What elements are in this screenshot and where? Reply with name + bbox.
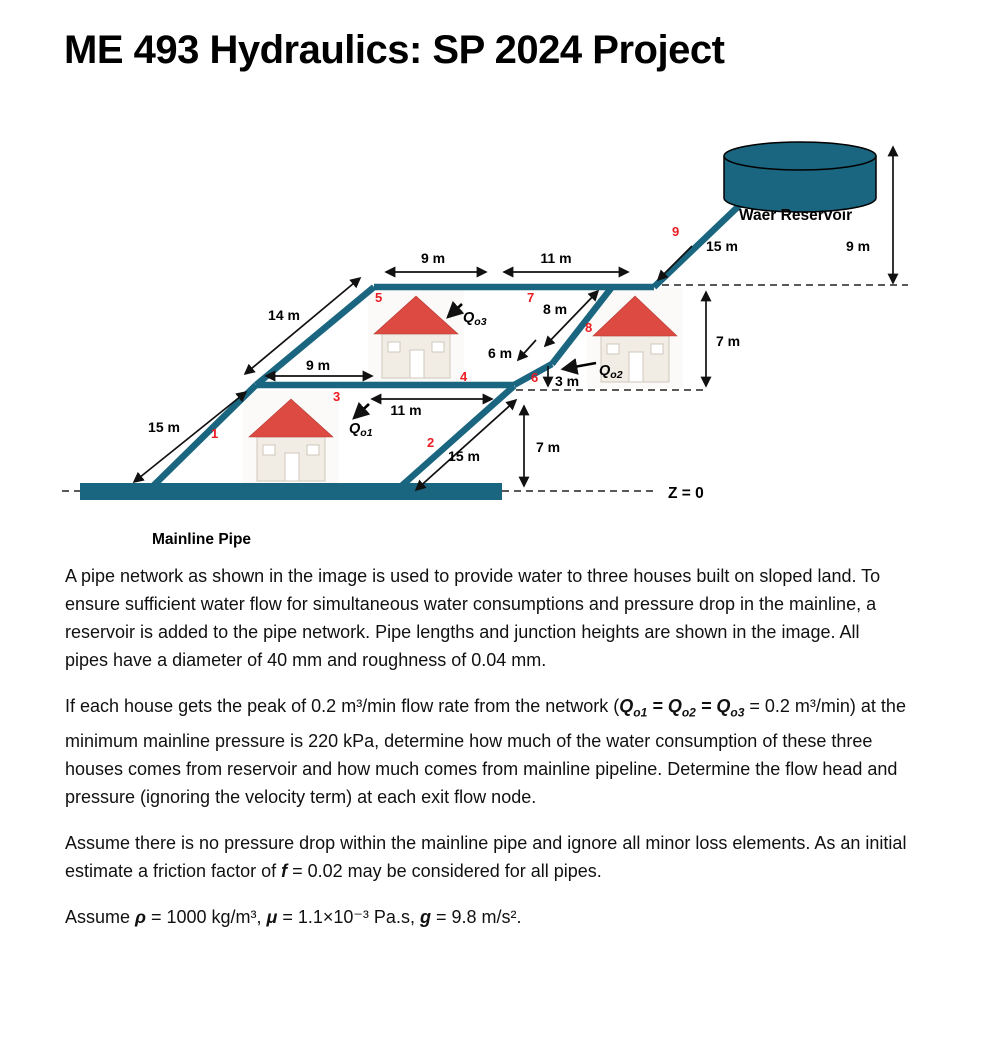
mainline-label: Mainline Pipe	[152, 531, 252, 548]
junction-number-7: 7	[527, 290, 535, 305]
qo1-flow-arrow	[354, 404, 369, 418]
qo2-subscript: o2	[681, 705, 696, 720]
datum-label: Z = 0	[668, 485, 704, 502]
junction-number-4: 4	[460, 369, 468, 384]
mainline-pipe	[80, 483, 502, 500]
paragraph-text: = 1000 kg/m³,	[145, 906, 267, 927]
qo3-label: $Q_{o3}$	[463, 310, 487, 328]
dim-label-node4-height: 7 m	[536, 439, 561, 455]
page-title: ME 493 Hydraulics: SP 2024 Project	[64, 28, 725, 72]
house-2	[368, 288, 464, 384]
dim-label-top-left: 9 m	[420, 250, 446, 266]
paragraph-text: = 0.02 may be considered for all pipes.	[287, 860, 602, 881]
dim-arrow-pipe1	[134, 392, 246, 482]
dim-label-pipe1: 15 m	[148, 419, 180, 435]
qo3-subscript: o3	[730, 705, 745, 720]
paragraph-text: = 9.8 m/s².	[430, 906, 522, 927]
qo3-symbol: Q	[716, 696, 731, 716]
junction-number-1: 1	[211, 426, 219, 441]
problem-paragraph-2	[65, 692, 907, 811]
pipe-1	[148, 385, 256, 491]
dim-label-right-height: 7 m	[716, 333, 741, 349]
dim-arrow-pipe9	[658, 246, 692, 280]
junction-number-2: 2	[427, 435, 435, 450]
dim-label-pipe6: 6 m	[488, 345, 513, 361]
dim-label-pipe5: 14 m	[268, 307, 300, 323]
dim-label-mid-span-lower: 11 m	[390, 402, 422, 418]
dim-label-node6-height: 3 m	[555, 373, 580, 389]
paragraph-text: If each house gets the peak of 0.2 m³/min flow rate from the network (	[65, 696, 620, 716]
equals: =	[647, 696, 668, 716]
dim-label-top-right: 11 m	[540, 250, 572, 266]
junction-number-8: 8	[585, 320, 593, 335]
paragraph-text: A pipe network as shown in the image is used to provide water to three houses built on sloped land. To ensure sufficient water flow for simultaneous water consumptions and pressure drop in the mainline, a reservoir is added to the pipe network. Pipe lengths and junction heights are shown in the image. All pipes have a diameter of 40 mm and roughness of 0.04 mm.	[65, 566, 881, 670]
junction-number-5: 5	[375, 290, 383, 305]
equals: =	[695, 696, 717, 716]
problem-paragraph-4	[65, 903, 907, 931]
qo1-subscript: o1	[633, 705, 648, 720]
paragraph-text: Assume	[65, 906, 136, 927]
dim-label-pipe9: 15 m	[706, 238, 738, 254]
reservoir-label: Waer Reservoir	[739, 207, 853, 224]
g-symbol: g	[419, 906, 431, 927]
water-reservoir	[724, 142, 876, 212]
dim-arrow-pipe6	[518, 340, 536, 360]
junction-number-3: 3	[333, 389, 341, 404]
qo1-symbol: Q	[619, 696, 634, 716]
mu-symbol: μ	[266, 906, 278, 927]
dim-arrow-pipe5	[245, 278, 360, 374]
paragraph-text: = 1.1×10⁻³ Pa.s,	[277, 906, 420, 927]
friction-factor-symbol: f	[281, 860, 288, 881]
junction-number-9: 9	[672, 224, 680, 239]
rho-symbol: ρ	[135, 906, 146, 927]
paragraph-text: = 0.2 m³/min) at the minimum mainline pressure is 220 kPa, determine how much of the water consumption of these three houses comes from reservoir and how much comes from mainline pipeline. Determine the flow head and pressure (ignoring the velocity term) at each exit flow node.	[65, 696, 906, 807]
house-1	[243, 391, 339, 486]
dim-label-mid-span: 9 m	[305, 357, 331, 373]
problem-paragraph-3	[65, 829, 907, 885]
dim-label-reservoir-height: 9 m	[846, 238, 871, 254]
problem-paragraph-1	[65, 562, 907, 674]
problem-statement	[65, 562, 907, 949]
paragraph-text: Assume there is no pressure drop within the mainline pipe and ignore all minor loss elements. As an initial estimate a friction factor of	[65, 832, 907, 881]
qo1-label: $Q_{o1}$	[349, 421, 373, 439]
qo2-label: $Q_{o2}$	[599, 363, 623, 381]
qo2-symbol: Q	[667, 696, 682, 716]
pipe-network-diagram	[0, 120, 986, 550]
dim-label-pipe2: 15 m	[448, 448, 480, 464]
junction-number-6: 6	[531, 370, 539, 385]
dim-label-pipe8: 8 m	[543, 301, 568, 317]
